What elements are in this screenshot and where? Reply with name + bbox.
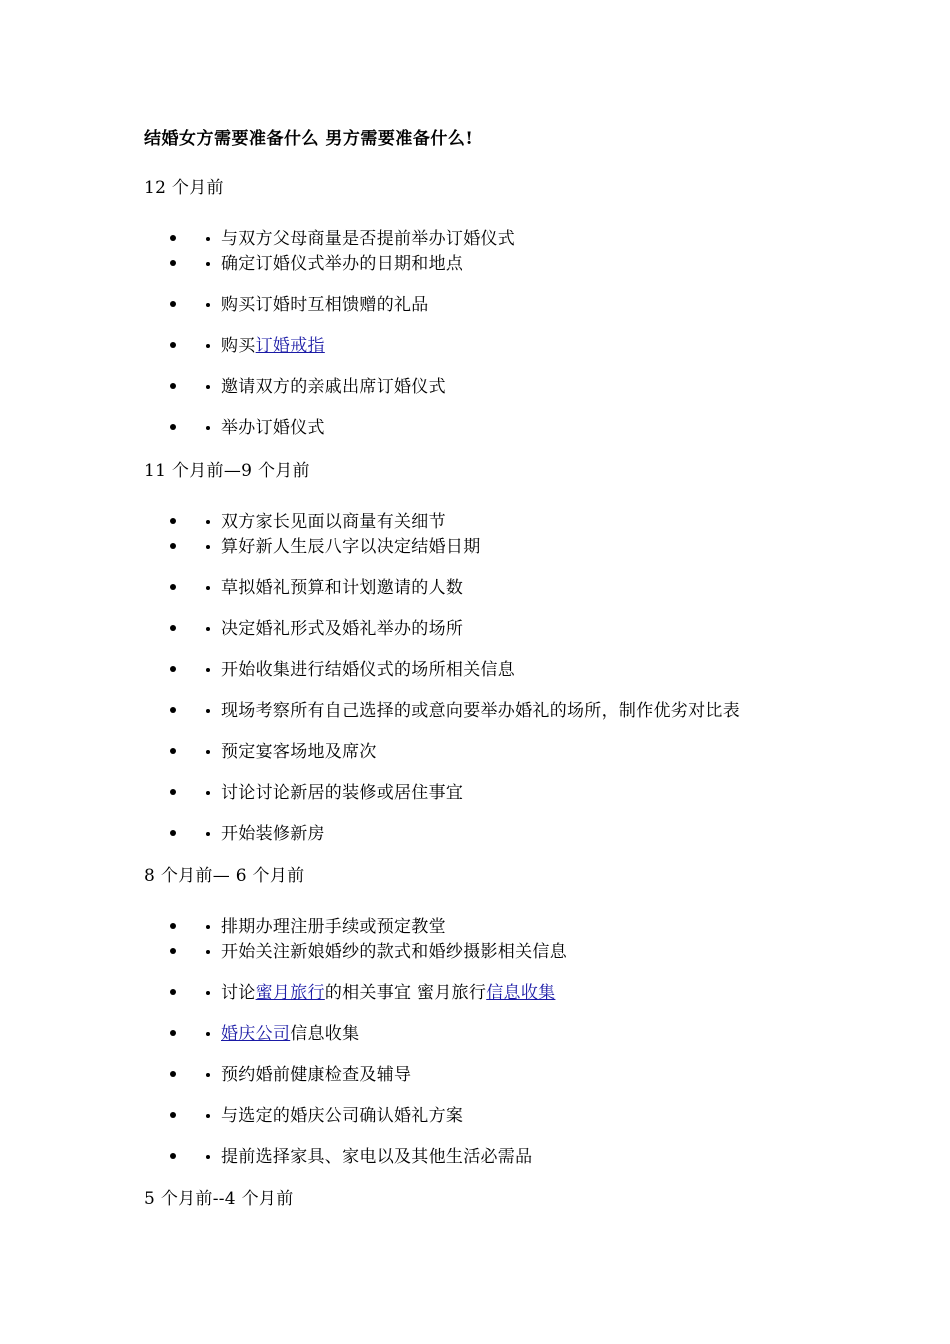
- bullet-icon: [170, 1153, 176, 1159]
- dot-icon: [206, 385, 210, 389]
- text-segment: 与双方父母商量是否提前举办订婚仪式: [221, 229, 516, 249]
- text-segment: 讨论: [221, 983, 256, 1003]
- inline-link[interactable]: 蜜月旅行: [255, 983, 325, 1003]
- text-segment: 算好新人生辰八字以决定结婚日期: [221, 537, 481, 557]
- dot-icon: [206, 1032, 210, 1036]
- text-segment: 排期办理注册手续或预定教堂: [221, 917, 446, 937]
- dot-icon: [206, 950, 210, 954]
- dot-icon: [206, 1114, 210, 1118]
- dot-icon: [206, 832, 210, 836]
- dot-icon: [206, 1155, 210, 1159]
- text-segment: 购买订婚时互相馈赠的礼品: [221, 295, 429, 315]
- bullet-icon: [170, 301, 176, 307]
- text-segment: 与选定的婚庆公司确认婚礼方案: [221, 1106, 464, 1126]
- list-item-text: [221, 372, 446, 397]
- list-item-text: [221, 778, 463, 803]
- text-segment: 提前选择家具、家电以及其他生活必需品: [221, 1147, 533, 1167]
- text-segment: 决定婚礼形式及婚礼举办的场所: [221, 619, 464, 639]
- bullet-icon: [170, 518, 176, 524]
- bullet-icon: [170, 260, 176, 266]
- list-item-text: [221, 1101, 463, 1126]
- dot-icon: [206, 237, 210, 241]
- text-segment: 预定宴客场地及席次: [221, 742, 377, 762]
- bullet-icon: [170, 707, 176, 713]
- dot-icon: [206, 303, 210, 307]
- list-item-text: [221, 819, 325, 844]
- list-item-text: [221, 532, 481, 557]
- text-segment: 信息收集: [290, 1024, 360, 1044]
- inline-link[interactable]: 婚庆公司: [221, 1024, 291, 1044]
- list-item-text: [221, 507, 446, 532]
- list-item-text: [221, 614, 463, 639]
- bullet-icon: [170, 1112, 176, 1118]
- list-item-text: [221, 413, 325, 438]
- section-heading: 8 个月前— 6 个月前: [144, 866, 305, 886]
- bullet-icon: [170, 923, 176, 929]
- inline-link[interactable]: 信息收集: [486, 983, 556, 1003]
- list-item-text: [221, 1019, 359, 1044]
- bullet-icon: [170, 235, 176, 241]
- text-segment: 举办订婚仪式: [221, 418, 325, 438]
- bullet-icon: [170, 1030, 176, 1036]
- dot-icon: [206, 1073, 210, 1077]
- dot-icon: [206, 991, 210, 995]
- inline-link[interactable]: 订婚戒指: [255, 336, 325, 356]
- text-segment: 双方家长见面以商量有关细节: [221, 512, 446, 532]
- bullet-icon: [170, 383, 176, 389]
- section-heading: 12 个月前: [144, 178, 224, 198]
- text-segment: 现场考察所有自己选择的或意向要举办婚礼的场所，制作优劣对比表: [221, 701, 740, 721]
- list-item-text: [221, 573, 463, 598]
- dot-icon: [206, 262, 210, 266]
- text-segment: 讨论讨论新居的装修或居住事宜: [221, 783, 464, 803]
- bullet-icon: [170, 625, 176, 631]
- text-segment: 邀请双方的亲戚出席订婚仪式: [221, 377, 446, 397]
- dot-icon: [206, 545, 210, 549]
- bullet-icon: [170, 789, 176, 795]
- list-item-text: [221, 249, 463, 274]
- dot-icon: [206, 520, 210, 524]
- text-segment: 草拟婚礼预算和计划邀请的人数: [221, 578, 464, 598]
- bullet-icon: [170, 830, 176, 836]
- list-item-text: [221, 331, 325, 356]
- list-item-text: [221, 696, 740, 721]
- list-item-text: [221, 978, 555, 1003]
- text-segment: 开始收集进行结婚仪式的场所相关信息: [221, 660, 516, 680]
- list-item-text: [221, 1060, 411, 1085]
- dot-icon: [206, 627, 210, 631]
- dot-icon: [206, 344, 210, 348]
- list-item-text: [221, 912, 446, 937]
- bullet-icon: [170, 666, 176, 672]
- text-segment: 开始装修新房: [221, 824, 325, 844]
- dot-icon: [206, 791, 210, 795]
- list-item-text: [221, 937, 567, 962]
- section-heading: 5 个月前--4 个月前: [144, 1189, 294, 1209]
- dot-icon: [206, 426, 210, 430]
- document-title: 结婚女方需要准备什么 男方需要准备什么!: [144, 129, 474, 149]
- text-segment: 确定订婚仪式举办的日期和地点: [221, 254, 464, 274]
- text-segment: 预约婚前健康检查及辅导: [221, 1065, 412, 1085]
- text-segment: 的相关事宜 蜜月旅行: [324, 983, 487, 1003]
- list-item-text: [221, 655, 515, 680]
- dot-icon: [206, 668, 210, 672]
- bullet-icon: [170, 948, 176, 954]
- bullet-icon: [170, 342, 176, 348]
- dot-icon: [206, 586, 210, 590]
- dot-icon: [206, 709, 210, 713]
- dot-icon: [206, 750, 210, 754]
- bullet-icon: [170, 584, 176, 590]
- dot-icon: [206, 925, 210, 929]
- bullet-icon: [170, 543, 176, 549]
- list-item-text: [221, 737, 377, 762]
- bullet-icon: [170, 1071, 176, 1077]
- list-item-text: [221, 290, 429, 315]
- bullet-icon: [170, 748, 176, 754]
- bullet-icon: [170, 989, 176, 995]
- bullet-icon: [170, 424, 176, 430]
- text-segment: 购买: [221, 336, 256, 356]
- list-item-text: [221, 1142, 532, 1167]
- list-item-text: [221, 224, 515, 249]
- section-heading: 11 个月前—9 个月前: [144, 461, 310, 481]
- text-segment: 开始关注新娘婚纱的款式和婚纱摄影相关信息: [221, 942, 567, 962]
